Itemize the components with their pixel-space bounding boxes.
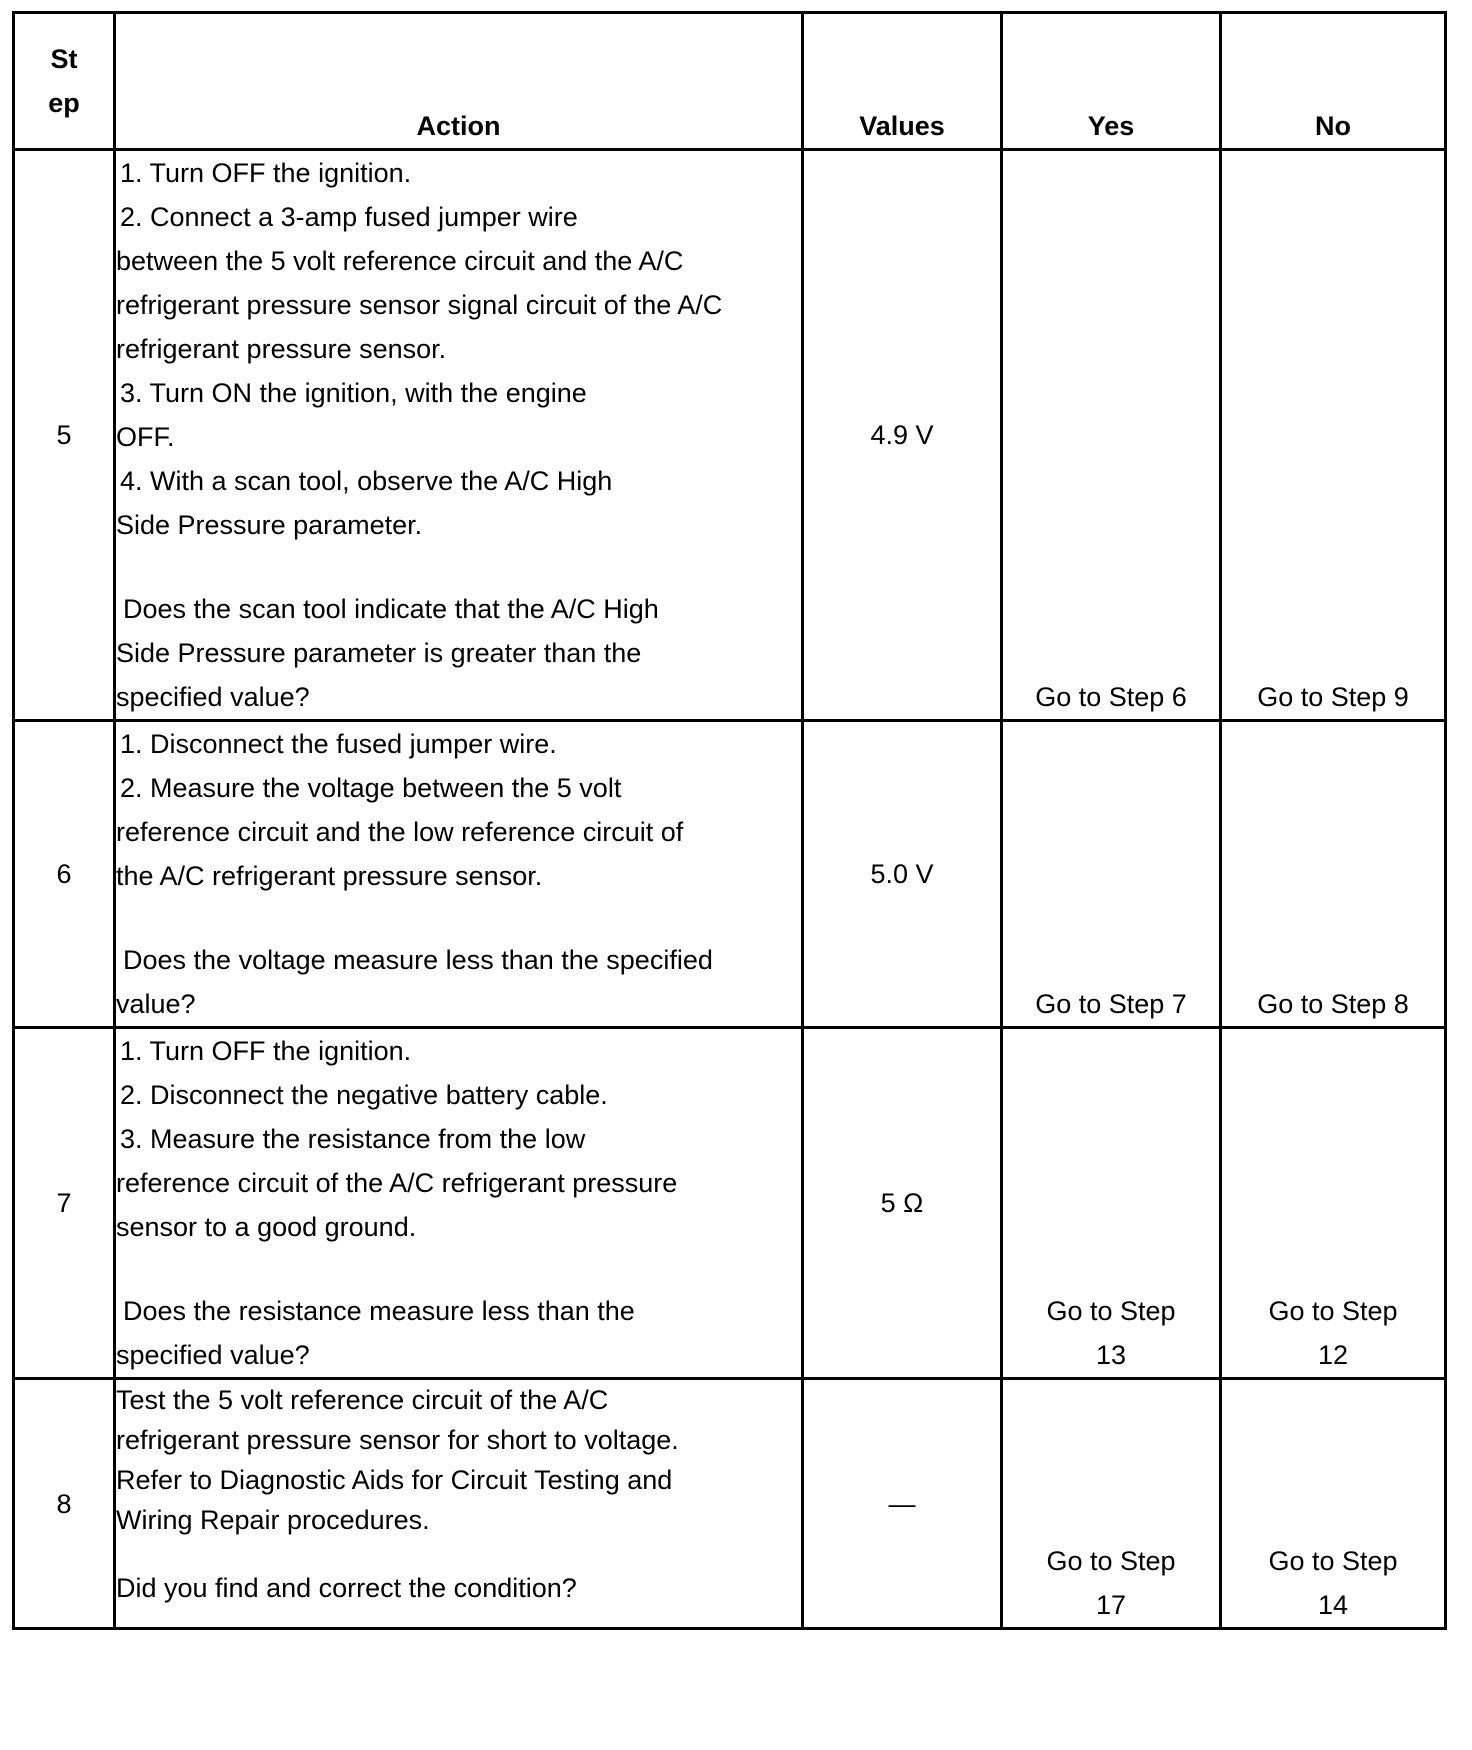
action-line: 3. Measure the resistance from the low — [120, 1124, 586, 1154]
header-row — [14, 13, 1446, 150]
no-goto: Go to Step 12 — [1268, 1296, 1398, 1370]
action-line: refrigerant pressure sensor signal circuit of the A/C — [116, 290, 723, 320]
action-line: reference circuit and the low reference circuit of — [116, 817, 684, 847]
table-header — [14, 13, 1446, 150]
no-cell — [1221, 721, 1446, 1028]
no-cell — [1221, 150, 1446, 721]
question-line: Does the scan tool indicate that the A/C High — [123, 594, 659, 624]
yes-cell — [1002, 721, 1221, 1028]
question-line: Does the resistance measure less than the — [123, 1296, 635, 1326]
step-number: 7 — [14, 1028, 115, 1379]
question-line: specified value? — [116, 1340, 310, 1370]
header-values: Values — [803, 13, 1002, 150]
question-line: specified value? — [116, 682, 310, 712]
yes-cell — [1002, 1028, 1221, 1379]
action-line: reference circuit of the A/C refrigerant pressure — [116, 1168, 678, 1198]
question-line: value? — [116, 989, 196, 1019]
action-line: Test the 5 volt reference circuit of the A/C — [116, 1385, 609, 1415]
action-line: Wiring Repair procedures. — [116, 1505, 430, 1535]
action-cell — [115, 150, 803, 721]
question-line: Does the voltage measure less than the specified — [123, 945, 713, 975]
no-goto: Go to Step 9 — [1257, 682, 1409, 712]
value-cell: 5.0 V — [803, 721, 1002, 1028]
action-line: 2. Connect a 3-amp fused jumper wire — [120, 202, 578, 232]
question-line: Side Pressure parameter is greater than the — [116, 638, 642, 668]
table-row — [14, 721, 1446, 1028]
diagnostic-table — [12, 11, 1447, 1630]
header-no: No — [1221, 13, 1446, 150]
action-line: the A/C refrigerant pressure sensor. — [116, 861, 543, 891]
yes-goto: Go to Step 17 — [1046, 1546, 1176, 1620]
action-line: 1. Turn OFF the ignition. — [120, 158, 412, 188]
action-line: refrigerant pressure sensor. — [116, 334, 447, 364]
header-step-part: ep — [48, 88, 80, 118]
yes-cell — [1002, 1379, 1221, 1629]
step-number: 5 — [14, 150, 115, 721]
table-row — [14, 1379, 1446, 1629]
question-line: Did you find and correct the condition? — [116, 1573, 577, 1603]
action-cell — [115, 1028, 803, 1379]
no-cell — [1221, 1379, 1446, 1629]
table-body — [14, 150, 1446, 1629]
action-line: OFF. — [116, 422, 175, 452]
header-action: Action — [115, 13, 803, 150]
step-number: 8 — [14, 1379, 115, 1629]
value-cell: 4.9 V — [803, 150, 1002, 721]
action-cell — [115, 721, 803, 1028]
header-step — [14, 13, 115, 150]
action-line: 2. Measure the voltage between the 5 volt — [120, 773, 622, 803]
action-line: 1. Disconnect the fused jumper wire. — [120, 729, 557, 759]
no-goto: Go to Step 8 — [1257, 989, 1409, 1019]
action-line: Side Pressure parameter. — [116, 510, 423, 540]
action-line: 4. With a scan tool, observe the A/C High — [120, 466, 613, 496]
action-line: 3. Turn ON the ignition, with the engine — [120, 378, 587, 408]
action-cell — [115, 1379, 803, 1629]
value-cell: 5 Ω — [803, 1028, 1002, 1379]
value-cell: — — [803, 1379, 1002, 1629]
no-goto: Go to Step 14 — [1268, 1546, 1398, 1620]
action-line: 2. Disconnect the negative battery cable. — [120, 1080, 608, 1110]
yes-goto: Go to Step 7 — [1035, 989, 1187, 1019]
action-line: between the 5 volt reference circuit and the A/C — [116, 246, 684, 276]
header-yes: Yes — [1002, 13, 1221, 150]
no-cell — [1221, 1028, 1446, 1379]
yes-goto: Go to Step 13 — [1046, 1296, 1176, 1370]
yes-cell — [1002, 150, 1221, 721]
table-row — [14, 1028, 1446, 1379]
action-line: 1. Turn OFF the ignition. — [120, 1036, 412, 1066]
table-row — [14, 150, 1446, 721]
header-step-part: St — [50, 44, 78, 74]
action-line: Refer to Diagnostic Aids for Circuit Testing and — [116, 1465, 673, 1495]
action-line: refrigerant pressure sensor for short to voltage. — [116, 1425, 679, 1455]
yes-goto: Go to Step 6 — [1035, 682, 1187, 712]
step-number: 6 — [14, 721, 115, 1028]
action-line: sensor to a good ground. — [116, 1212, 417, 1242]
